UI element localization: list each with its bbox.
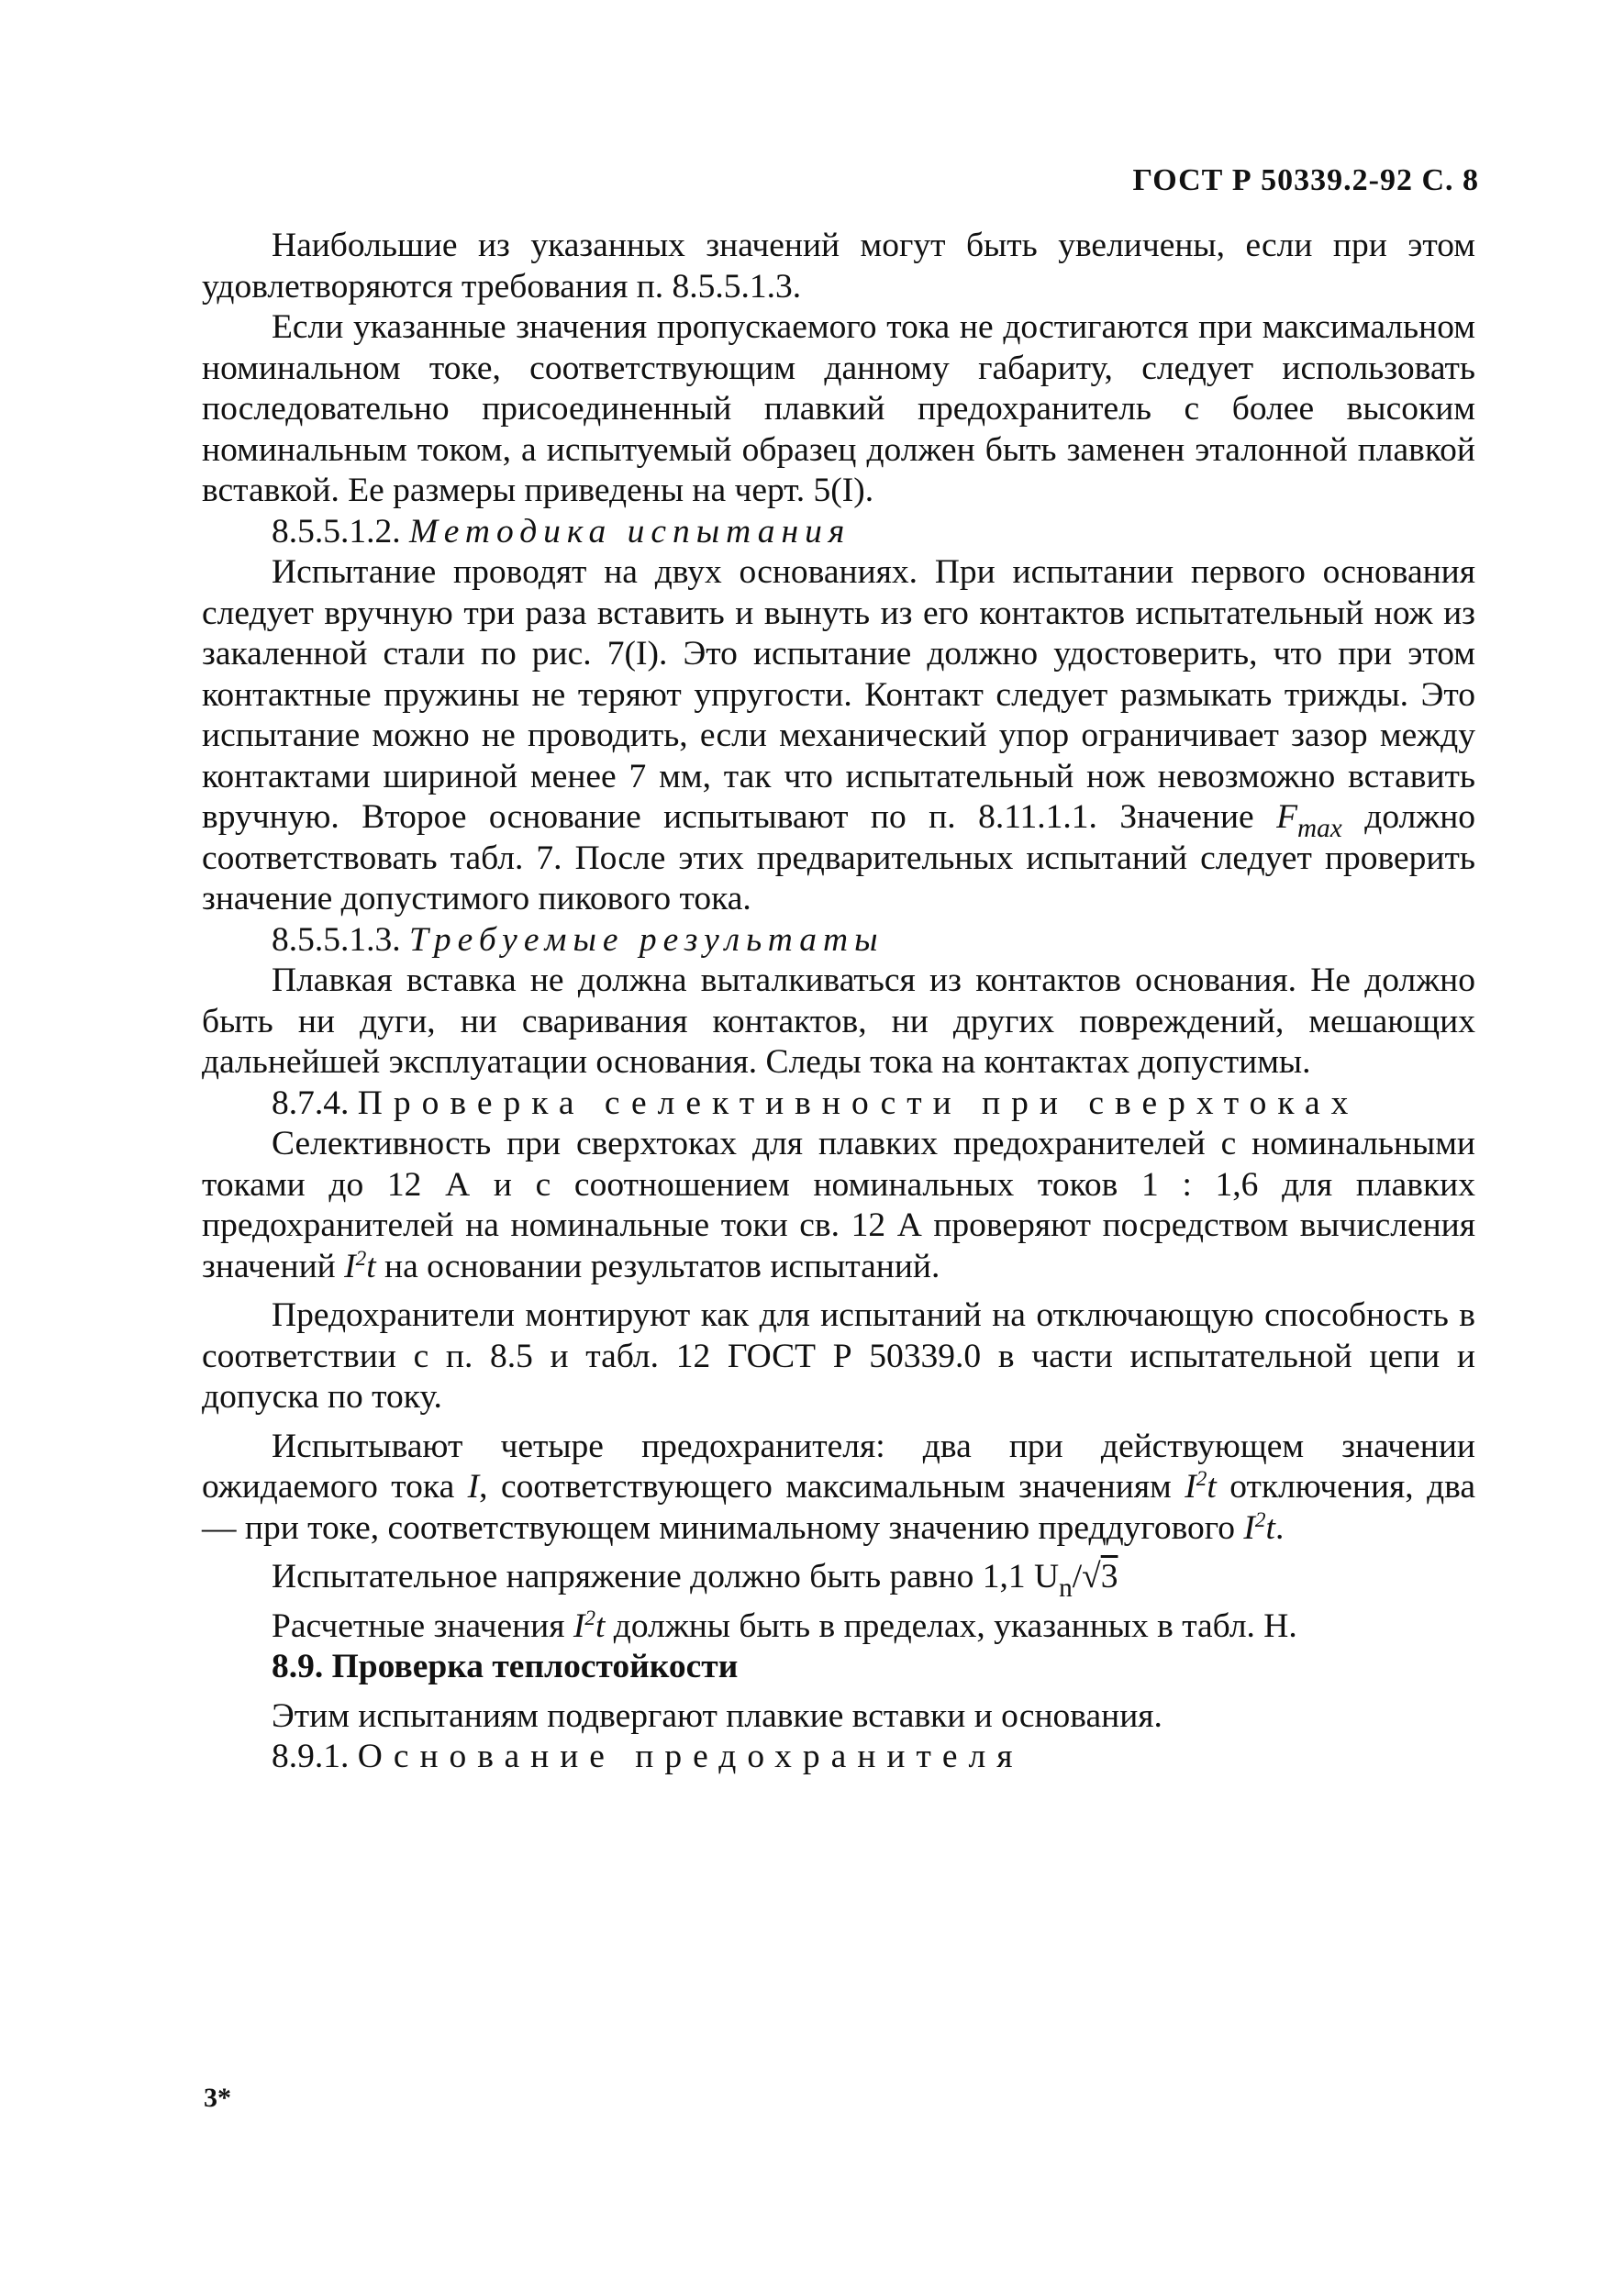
paragraph-test-procedure [202,552,1475,920]
page-body [202,226,1475,1778]
formula-i2t [1243,1509,1275,1547]
paragraph-calculated-values [202,1606,1475,1648]
formula-exponent: 2 [1196,1467,1207,1492]
section-number: 8.5.5.1.2. [272,512,401,550]
text-run: на основании результатов испытаний. [384,1247,940,1285]
formula-symbol: F [1276,798,1298,836]
section-title: Требуемые результаты [409,920,884,959]
paragraph-selectivity [202,1124,1475,1287]
page-header: ГОСТ Р 50339.2-92 С. 8 [1132,163,1479,197]
paragraph-max-values: Наибольшие из указанных значений могут быть увеличены, если при этом удовлетворяются требования п. 8.5.5.1.3. [202,227,1475,306]
paragraph-heat-tests: Этим испытаниям подвергают плавкие вставки и основания. [272,1696,1162,1735]
text-run: должно соответствовать табл. 7. После этих предварительных испытаний следует проверить значение допустимого пикового тока. [202,798,1476,917]
formula-subscript: n [1059,1573,1073,1604]
section-title: Методика испытания [409,512,851,550]
text-run: . [1274,1508,1285,1547]
section-number: 8.7.4. [272,1084,350,1122]
section-number: 8.9.1. [272,1738,350,1775]
paragraph-four-fuses [202,1427,1475,1550]
formula-symbol: t [366,1247,376,1285]
paragraph-test-voltage [202,1557,1475,1604]
section-heading-test-method [202,512,1475,553]
formula-symbol: I [344,1247,356,1285]
text-run: /√ [1072,1558,1101,1595]
section-heading-selectivity [202,1084,1475,1125]
text-run: Испытывают четыре предохранителя: два при действующем значении ожидаемого тока [202,1427,1475,1506]
formula-symbol: I [573,1606,585,1645]
formula-exponent: 2 [1254,1507,1266,1532]
formula-symbol: I [1243,1508,1255,1547]
formula-fmax [1276,798,1342,844]
text-run: должны быть в пределах, указанных в табл. Н. [613,1606,1297,1645]
paragraph-reference-insert: Если указанные значения пропускаемого тока не достигаются при максимальном номинальном токе, соответствующим данному габариту, следует использовать последовательно присоединенный плавкий предохранитель с более высоким номинальным током, а испытуемый образец должен быть заменен эталонной плавкой вставкой. Ее размеры приведены на черт. 5(I). [202,308,1475,509]
section-heading-heat-resistance: 8.9. Проверка теплостойкости [272,1648,739,1685]
formula-symbol: t [1207,1468,1217,1506]
formula-i2t [573,1607,606,1645]
text-run: отключения, два — при токе, соответствующем минимальному значению преддугового [202,1468,1476,1547]
formula-symbol: I [467,1468,480,1506]
paragraph-mounting: Предохранители монтируют как для испытаний на отключающую способность в соответствии с п. 8.5 и табл. 12 ГОСТ Р 50339.0 в части испытательной цепи и допуска по току. [202,1296,1475,1416]
formula-symbol: t [1265,1508,1275,1547]
formula-i2t [344,1248,376,1285]
formula-symbol: I [1185,1468,1196,1506]
formula-exponent: 2 [355,1246,367,1271]
paragraph-results: Плавкая вставка не должна выталкиваться из контактов основания. Не должно быть ни дуги, ни сваривания контактов, ни других повреждений, мешающих дальнейшей эксплуатации основания. Следы тока на контактах допустимы. [202,962,1475,1081]
formula-radicand: 3 [1100,1558,1118,1595]
section-title: Проверка селективности при сверхтоках [357,1084,1360,1122]
text-run: Расчетные значения [272,1606,565,1645]
formula-exponent: 2 [584,1606,595,1630]
section-title: Основание предохранителя [357,1738,1024,1775]
formula-subscript: max [1297,814,1342,844]
text-run: Селективность при сверхтоках для плавких предохранителей с номинальными токами до 12 А и с соотношением номинальных токов 1 : 1,6 для плавких предохранителей на номинальные токи св. 12 А проверяют посредством вычисления значений [202,1125,1475,1285]
formula-symbol: t [595,1606,606,1645]
section-number: 8.5.5.1.3. [272,920,401,959]
text-run: Испытание проводят на двух основаниях. При испытании первого основания следует вручную три раза вставить и вынуть из его контактов испытательный нож из закаленной стали по рис. 7(I). Это испытание должно удостоверить, что при этом контактные пружины не теряют упругости. Контакт следует размыкать трижды. Это испытание можно не проводить, если механический упор ограничивает зазор между контактами шириной менее 7 мм, так что испытательный нож невозможно вставить вручную. Второе основание испытывают по п. 8.11.1.1. Значение [202,553,1475,836]
footer-mark: 3* [204,2083,231,2113]
text-run: , соответствующего максимальным значениям [479,1468,1172,1506]
text-run: Испытательное напряжение должно быть равно 1,1 U [272,1558,1060,1595]
formula-i2t [1185,1468,1217,1506]
section-heading-fuse-base [202,1737,1475,1778]
section-heading-required-results [202,920,1475,962]
